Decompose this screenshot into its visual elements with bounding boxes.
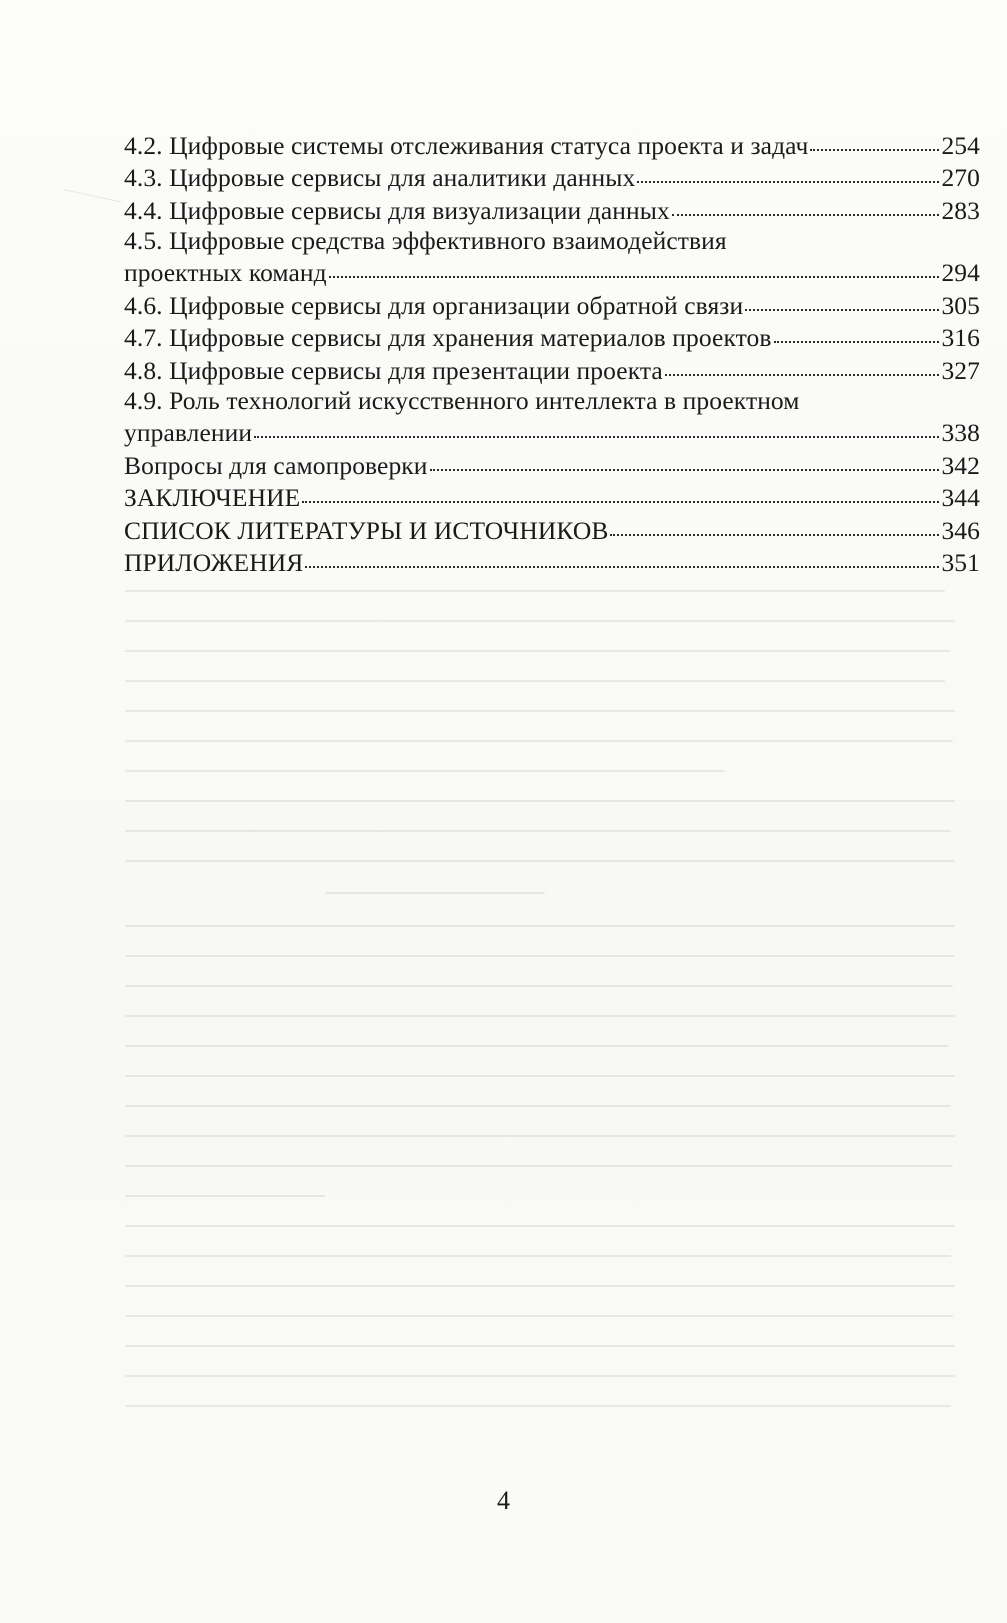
toc-leader-dots	[329, 256, 940, 282]
toc-entry-title: проектных команд	[124, 258, 327, 287]
toc-entry	[124, 546, 980, 579]
toc-entry	[124, 193, 980, 226]
toc-entry-title: 4.4. Цифровые сервисы для визуализации данных	[124, 195, 670, 225]
toc-entry	[124, 226, 980, 289]
toc-entry-page: 270	[941, 163, 980, 192]
toc-line	[124, 128, 980, 161]
toc-entry	[124, 481, 980, 514]
toc-leader-dots	[305, 546, 939, 572]
toc-entry-title: 4.2. Цифровые системы отслеживания статуса проекта и задач	[124, 130, 809, 160]
toc-entry-title: управлении	[124, 418, 253, 447]
toc-entry-page: 283	[941, 195, 980, 225]
toc-line	[124, 481, 980, 514]
toc-line	[124, 161, 980, 194]
toc-entry-page: 294	[941, 258, 980, 287]
toc-entry-title-line: 4.9. Роль технологий искусственного интеллекта в проектном	[124, 385, 800, 415]
toc-line	[124, 256, 980, 289]
toc-line	[124, 546, 980, 579]
toc-entry	[124, 513, 980, 546]
toc-leader-dots	[430, 448, 940, 474]
toc-leader-dots	[810, 128, 939, 154]
page-number: 4	[497, 1486, 510, 1515]
bleed-through	[125, 580, 985, 1460]
toc-leader-dots	[302, 481, 939, 507]
toc-line	[124, 288, 980, 321]
toc-entry	[124, 128, 980, 161]
toc-entry-page: 327	[941, 355, 980, 385]
toc-entry-title-line: 4.5. Цифровые средства эффективного взаимодействия	[124, 225, 727, 255]
toc-entry-title: ЗАКЛЮЧЕНИЕ	[124, 483, 301, 512]
toc-line	[124, 513, 980, 546]
toc-leader-dots	[610, 513, 939, 539]
toc-entry	[124, 353, 980, 386]
table-of-contents	[124, 128, 980, 578]
toc-entry-title: СПИСОК ЛИТЕРАТУРЫ И ИСТОЧНИКОВ	[124, 515, 609, 545]
toc-leader-dots	[745, 288, 939, 314]
toc-entry-title: 4.8. Цифровые сервисы для презентации проекта	[124, 355, 663, 385]
toc-entry-page: 254	[941, 130, 980, 160]
toc-leader-dots	[665, 353, 940, 379]
toc-entry-title: ПРИЛОЖЕНИЯ	[124, 548, 304, 577]
toc-line	[124, 321, 980, 354]
toc-entry-title: 4.7. Цифровые сервисы для хранения материалов проектов	[124, 323, 772, 352]
toc-entry-title: 4.3. Цифровые сервисы для аналитики данных	[124, 163, 636, 192]
toc-leader-dots	[774, 321, 940, 347]
toc-line	[124, 448, 980, 481]
toc-entry-page: 316	[941, 323, 980, 352]
toc-entry-page: 338	[941, 418, 980, 447]
toc-entry-page: 344	[941, 483, 980, 512]
toc-entry-title: Вопросы для самопроверки	[124, 450, 428, 480]
toc-line	[124, 193, 980, 226]
toc-entry-page: 351	[941, 548, 980, 577]
toc-leader-dots	[672, 193, 940, 219]
toc-entry-page: 305	[941, 290, 980, 320]
toc-entry-page: 346	[941, 515, 980, 545]
toc-entry	[124, 288, 980, 321]
toc-entry	[124, 161, 980, 194]
toc-entry	[124, 448, 980, 481]
toc-line	[124, 416, 980, 449]
toc-line	[124, 353, 980, 386]
toc-entry-title: 4.6. Цифровые сервисы для организации обратной связи	[124, 290, 744, 320]
toc-leader-dots	[637, 161, 939, 187]
toc-entry	[124, 321, 980, 354]
toc-entry-page: 342	[941, 450, 980, 480]
toc-entry	[124, 386, 980, 449]
toc-leader-dots	[254, 416, 939, 442]
scan-mark	[58, 189, 121, 222]
